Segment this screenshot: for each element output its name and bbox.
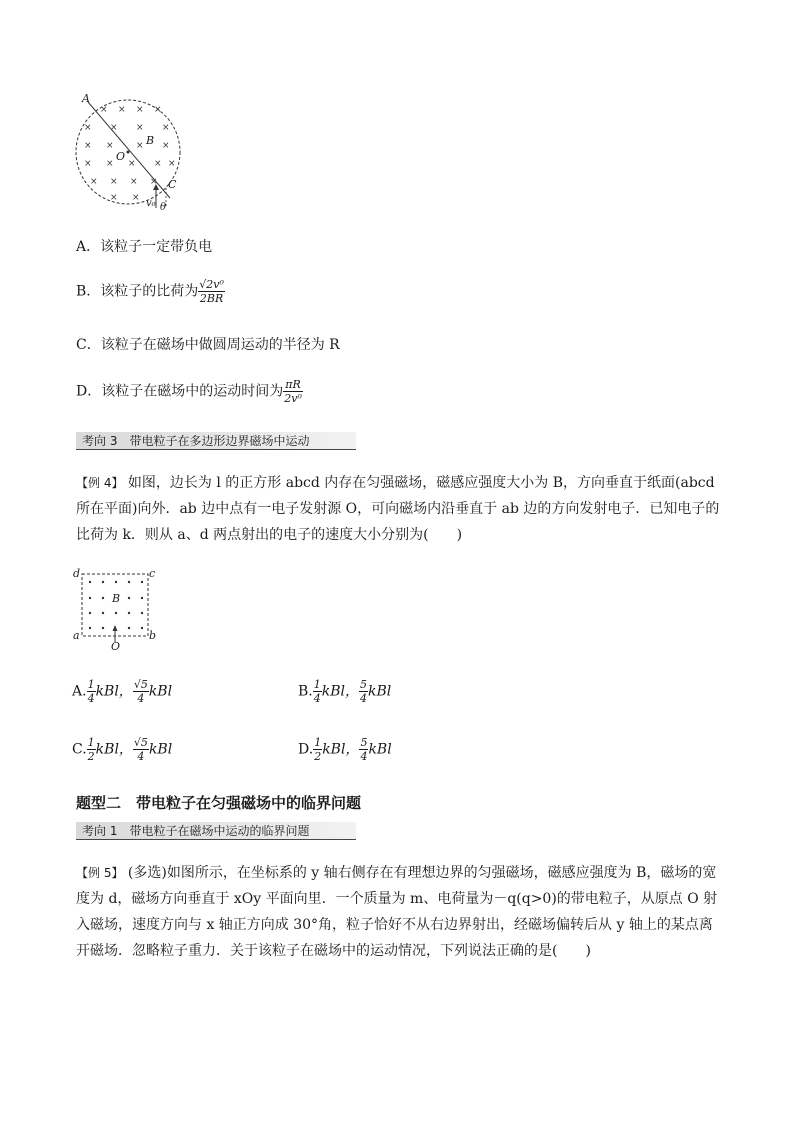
example-4-text: 如图，边长为 l 的正方形 abcd 内存在匀强磁场，磁感应强度大小为 B，方向垂直于纸面(abcd 所在平面)向外．ab 边中点有一电子发射源 O，可向磁场内沿垂直于 ab 边的方向发射电子．已知电子的比荷为 k．则从 a、d 两点射出的电子的速度大小分别为( ) [76,475,720,543]
ex4-option-C: C. $\frac{1}{2}$ kBl， $\frac{√5}{4}$ kBl [72,736,173,763]
cross-mark: × [110,193,118,203]
dot-marks [89,581,143,629]
option-A: A．该粒子一定带负电 [76,239,213,255]
emission-arrow-head [113,625,118,631]
option-C: C．该粒子在磁场中做圆周运动的半径为 R [76,337,340,353]
example-5-tag: 【例 5】 [76,866,124,880]
option-D [76,378,303,405]
cross-mark: × [154,159,162,169]
label-theta: θ [160,202,167,213]
circle-field-figure [70,90,200,215]
fraction: $\frac{\pi R}{\text{2v⁰}}$ [284,378,302,405]
option-B-text: B．该粒子的比荷为 [76,283,199,300]
cross-mark: × [136,141,144,151]
cross-mark: × [168,159,176,169]
cross-mark: × [110,177,118,187]
fraction: $\frac{\text{√2v⁰}}{2BR}$ [199,278,224,305]
label-c: c [149,567,156,580]
heading-type-2: 题型二 带电粒子在匀强磁场中的临界问题 [76,794,362,812]
cross-mark: × [128,159,136,169]
ex4-option-A: A. $\frac{1}{4}$ kBl， $\frac{√5}{4}$ kBl [72,678,173,705]
ex4-option-D: D. $\frac{1}{2}$ kBl， $\frac{5}{4}$ kBl [298,736,392,763]
section-bar-1: 考向 1 带电粒子在磁场中运动的临界问题 [76,822,356,840]
cross-mark: × [154,105,162,115]
cross-mark: × [110,123,118,133]
label-b: b [149,629,157,642]
option-D-text: D．该粒子在磁场中的运动时间为 [76,383,284,400]
cross-mark: × [84,123,92,133]
example-5-text: (多选)如图所示，在坐标系的 y 轴右侧存在有理想边界的匀强磁场，磁感应强度为 B，磁场的宽度为 d，磁场方向垂直于 xOy 平面向里．一个质量为 m、电荷量为－q(q>0)的带电粒子，从原点 O 射入磁场，速度方向与 x 轴正方向成 30°角，粒子恰好不从右边界射出，经磁场偏转后从 y 轴上的某点离开磁场．忽略粒子重力．关于该粒子在磁场中的运动情况，下列说法正确的是( ) [76,865,718,959]
cross-mark: × [84,159,92,169]
cross-mark: × [118,105,126,115]
cross-mark: × [150,177,158,187]
label-A: A [82,92,90,105]
diameter-line-AC [88,102,170,198]
example-4-tag: 【例 4】 [76,476,124,490]
example-5 [76,860,726,964]
section-bar-3: 考向 3 带电粒子在多边形边界磁场中运动 [76,432,356,450]
cross-mark: × [130,177,138,187]
cross-mark: × [106,159,114,169]
example-4 [76,470,726,548]
label-O: O [111,640,121,652]
label-C: C [168,178,177,191]
label-v0: v₀ [146,198,156,209]
cross-mark: × [90,177,98,187]
cross-mark: × [136,105,144,115]
option-B [76,278,225,305]
label-O: O [116,150,126,163]
label-B: B [146,134,155,147]
square-field-figure [70,566,160,652]
cross-mark: × [136,123,144,133]
label-d: d [73,567,81,580]
ex4-option-B: B. $\frac{1}{4}$ kBl， $\frac{5}{4}$ kBl [298,678,392,705]
cross-mark: × [100,105,108,115]
label-B: B [112,592,121,605]
cross-mark: × [132,193,140,203]
cross-mark: × [106,141,114,151]
center-point [127,151,130,154]
cross-mark: × [84,141,92,151]
cross-mark: × [162,141,170,151]
cross-mark: × [162,123,170,133]
label-a: a [73,629,80,642]
